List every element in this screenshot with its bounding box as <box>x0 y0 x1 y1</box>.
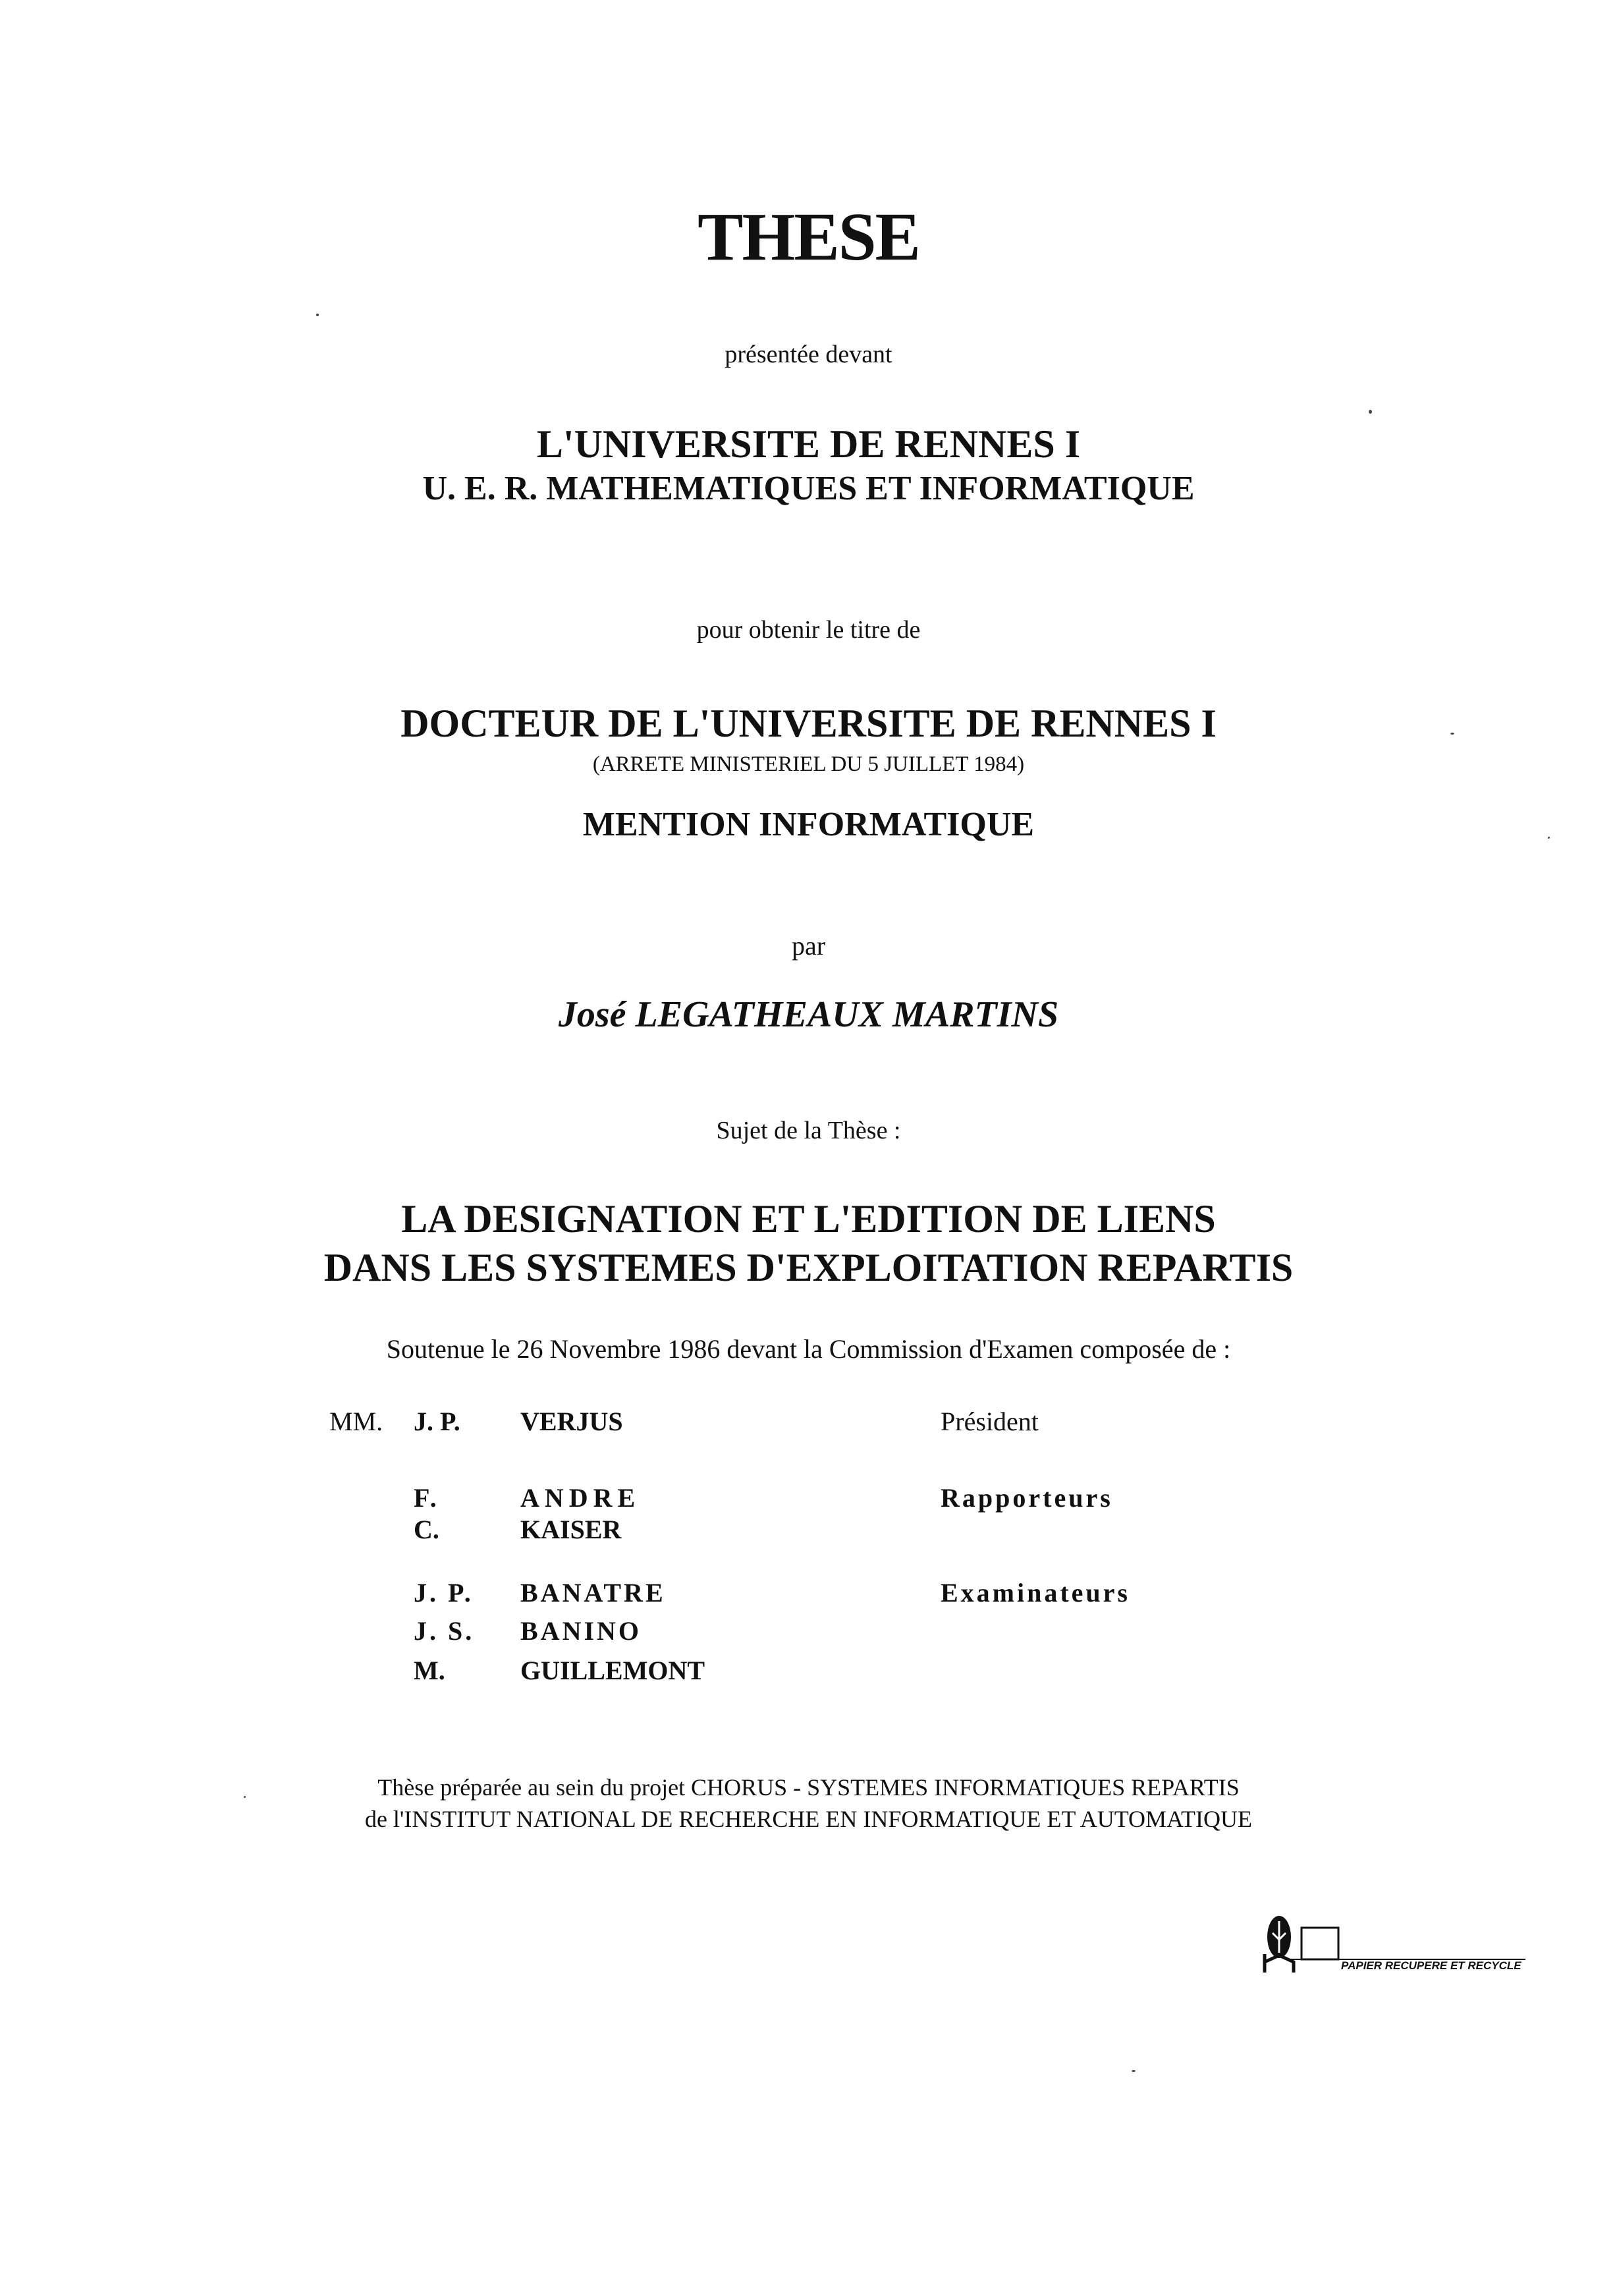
degree-intro: pour obtenir le titre de <box>696 616 921 644</box>
jury-name: ANDRE <box>520 1483 641 1513</box>
subject-line-1: LA DESIGNATION ET L'EDITION DE LIENS <box>401 1197 1216 1241</box>
jury-name: BANATRE <box>520 1578 666 1608</box>
preparation-note-line-2: de l'INSTITUT NATIONAL DE RECHERCHE EN INFORMATIQUE ET AUTOMATIQUE <box>364 1806 1253 1832</box>
scan-speck <box>1369 410 1372 414</box>
university-name: L'UNIVERSITE DE RENNES I <box>536 422 1081 466</box>
jury-initials: J. P. <box>414 1407 460 1436</box>
author-name: José LEGATHEAUX MARTINS <box>558 994 1059 1035</box>
jury-name: GUILLEMONT <box>520 1656 705 1685</box>
by-text: par <box>791 931 826 961</box>
preparation-note-line-1: Thèse préparée au sein du projet CHORUS - SYSTEMES INFORMATIQUES REPARTIS <box>377 1774 1240 1801</box>
recycled-paper-label: PAPIER RECUPERE ET RECYCLE <box>1341 1959 1521 1972</box>
jury-initials: F. <box>414 1483 439 1513</box>
department-name: U. E. R. MATHEMATIQUES ET INFORMATIQUE <box>422 470 1195 507</box>
jury-role: Rapporteurs <box>941 1483 1113 1513</box>
jury-role: Président <box>941 1407 1039 1436</box>
degree-decree: (ARRETE MINISTERIEL DU 5 JUILLET 1984) <box>592 752 1025 776</box>
jury-initials: J. S. <box>414 1616 475 1646</box>
jury-initials: C. <box>414 1515 439 1544</box>
scan-speck <box>1132 2070 1136 2072</box>
jury-initials: M. <box>414 1656 445 1685</box>
scan-speck <box>1450 733 1454 735</box>
subject-label: Sujet de la Thèse : <box>716 1117 901 1144</box>
degree-mention: MENTION INFORMATIQUE <box>582 806 1035 843</box>
scan-speck <box>244 1796 246 1798</box>
thesis-title: THESE <box>698 199 919 275</box>
defense-statement: Soutenue le 26 Novembre 1986 devant la Commission d'Examen composée de : <box>386 1334 1231 1364</box>
jury-prefix: MM. <box>329 1407 383 1436</box>
scan-speck <box>316 314 319 316</box>
subject-line-2: DANS LES SYSTEMES D'EXPLOITATION REPARTIS <box>323 1246 1294 1289</box>
scan-speck <box>1548 837 1550 839</box>
degree-title: DOCTEUR DE L'UNIVERSITE DE RENNES I <box>400 702 1217 745</box>
jury-initials: J. P. <box>414 1578 474 1608</box>
presented-before-text: présentée devant <box>725 341 892 368</box>
jury-role: Examinateurs <box>941 1578 1130 1608</box>
jury-name: KAISER <box>520 1515 622 1544</box>
jury-name: BANINO <box>520 1616 642 1646</box>
jury-name: VERJUS <box>520 1407 623 1436</box>
